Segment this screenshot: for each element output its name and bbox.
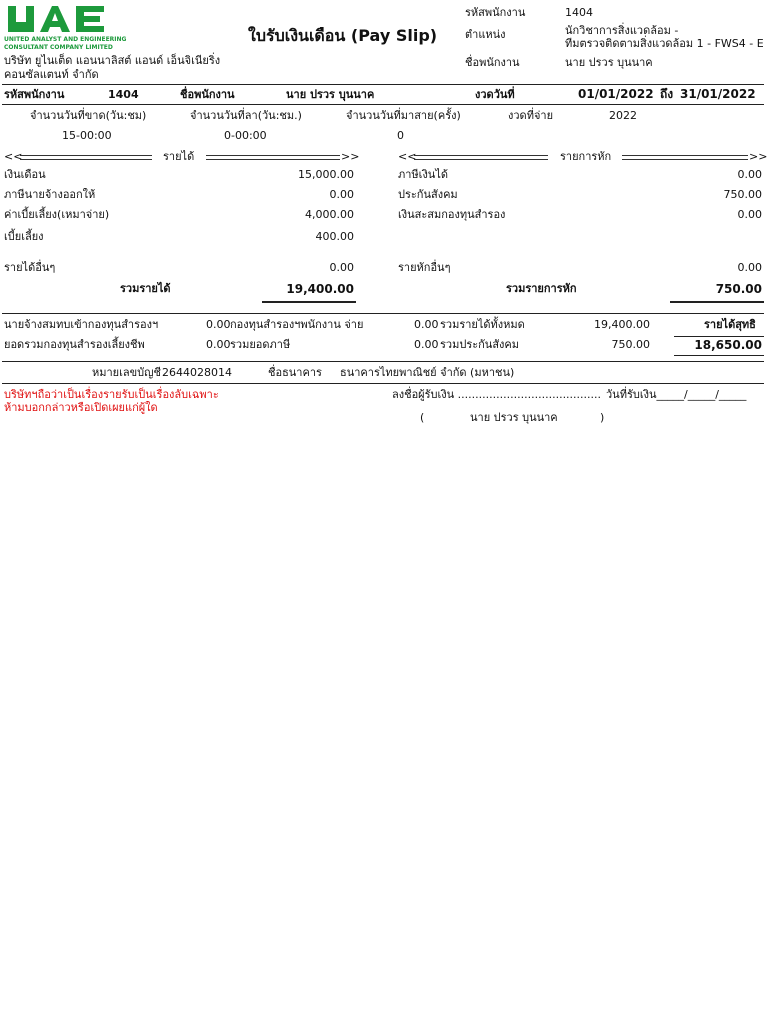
deduction-other-value: 0.00 xyxy=(737,261,762,274)
leave-value: 0-00:00 xyxy=(224,129,267,142)
pay-period-value: 2022 xyxy=(609,109,637,122)
fund-total-value: 0.00 xyxy=(206,338,231,351)
bar-period-to: 31/01/2022 xyxy=(680,87,756,101)
income-other-value: 0.00 xyxy=(329,261,354,274)
income-total-value: 19,400.00 xyxy=(286,282,354,296)
late-label: จำนวนวันที่มาสาย(ครั้ง) xyxy=(346,109,461,122)
info-position-label: ตำแหน่ง xyxy=(465,28,506,41)
bar-id-value: 1404 xyxy=(108,88,139,101)
income-arrow-left: << xyxy=(4,150,23,163)
bank-value: ธนาคารไทยพาณิชย์ จำกัด (มหาชน) xyxy=(340,366,515,379)
income-item-value: 4,000.00 xyxy=(305,208,354,221)
bank-label: ชื่อธนาคาร xyxy=(268,366,322,379)
deduction-total-rule xyxy=(670,301,764,303)
deduction-item-value: 0.00 xyxy=(737,208,762,221)
bar-name-value: นาย ปรวร บุนนาค xyxy=(286,88,375,101)
income-item-label: เงินเดือน xyxy=(4,168,46,181)
bar-period-to-label: ถึง xyxy=(660,87,674,101)
ss-total-label: รวมประกันสังคม xyxy=(440,338,520,351)
total-income-value: 19,400.00 xyxy=(594,318,650,331)
income-total-label: รวมรายได้ xyxy=(120,282,171,295)
info-id-value: 1404 xyxy=(565,6,593,19)
info-position-value-2: ทีมตรวจติดตามสิ่งแวดล้อม 1 - FWS4 - E xyxy=(565,37,764,50)
pay-period-label: งวดที่จ่าย xyxy=(508,109,554,122)
divider xyxy=(2,313,764,314)
divider xyxy=(2,383,764,384)
income-item-label: เบี้ยเลี้ยง xyxy=(4,230,44,243)
income-item-value: 400.00 xyxy=(315,230,354,243)
deduction-item-value: 750.00 xyxy=(723,188,762,201)
net-income-label: รายได้สุทธิ xyxy=(704,318,756,331)
logo-subtitle: UNITED ANALYST AND ENGINEERING CONSULTANT COMPANY LIMITED xyxy=(4,36,127,51)
income-item-label: ภาษีนายจ้างออกให้ xyxy=(4,188,96,201)
deduction-item-label: เงินสะสมกองทุนสำรอง xyxy=(398,208,506,221)
signature-line: ลงชื่อผู้รับเงิน ......................................... xyxy=(392,388,602,401)
income-item-value: 15,000.00 xyxy=(298,168,354,181)
absent-label: จำนวนวันที่ขาด(วัน:ชม) xyxy=(30,109,147,122)
divider xyxy=(2,361,764,362)
income-rule-right xyxy=(206,155,340,160)
absent-value: 15-00:00 xyxy=(62,129,112,142)
deduction-section-label: รายการหัก xyxy=(560,150,612,163)
confidential-notice-1: บริษัทฯถือว่าเป็นเรื่องรายรับเป็นเรื่องลับเฉพาะ xyxy=(4,388,219,401)
signature-close-paren: ) xyxy=(600,411,605,424)
info-name-value: นาย ปรวร บุนนาค xyxy=(565,56,653,69)
deduction-total-value: 750.00 xyxy=(715,282,762,296)
employer-fund-value: 0.00 xyxy=(206,318,231,331)
deduction-item-label: ประกันสังคม xyxy=(398,188,458,201)
total-income-label: รวมรายได้ทั้งหมด xyxy=(440,318,525,331)
signature-name: นาย ปรวร บุนนาค xyxy=(470,411,558,424)
income-arrow-right: >> xyxy=(341,150,360,163)
income-section-label: รายได้ xyxy=(163,150,195,163)
tax-total-label: รวมยอดภาษี xyxy=(230,338,291,351)
confidential-notice-2: ห้ามบอกกล่าวหรือเปิดเผยแก่ผู้ใด xyxy=(4,401,158,414)
net-rule-bottom xyxy=(674,355,764,356)
deduction-total-label: รวมรายการหัก xyxy=(506,282,577,295)
receipt-date-line: วันที่รับเงิน_____/_____/_____ xyxy=(606,388,747,401)
ss-total-value: 750.00 xyxy=(611,338,650,351)
bar-name-label: ชื่อพนักงาน xyxy=(180,88,235,101)
net-rule-top xyxy=(674,336,764,337)
employee-fund-label: กองทุนสำรองฯพนักงาน จ่าย xyxy=(230,318,364,331)
deduction-other-label: รายหักอื่นๆ xyxy=(398,261,451,274)
company-name-th-2: คอนซัลแตนท์ จำกัด xyxy=(4,68,99,81)
info-name-label: ชื่อพนักงาน xyxy=(465,56,520,69)
income-total-rule xyxy=(262,301,356,303)
tax-total-value: 0.00 xyxy=(414,338,439,351)
net-income-value: 18,650.00 xyxy=(694,338,762,352)
deduction-arrow-right: >> xyxy=(749,150,768,163)
deduction-arrow-left: << xyxy=(398,150,417,163)
bar-period-label: งวดวันที่ xyxy=(475,88,515,101)
income-other-label: รายได้อื่นๆ xyxy=(4,261,56,274)
leave-label: จำนวนวันที่ลา(วัน:ชม.) xyxy=(190,109,302,122)
company-name-th-1: บริษัท ยูไนเต็ด แอนนาลิสต์ แอนด์ เอ็นจิเนียริ่ง xyxy=(4,54,221,67)
page-title: ใบรับเงินเดือน (Pay Slip) xyxy=(248,26,438,45)
info-position-value-1: นักวิชาการสิ่งแวดล้อม - xyxy=(565,24,679,37)
info-id-label: รหัสพนักงาน xyxy=(465,6,526,19)
income-item-value: 0.00 xyxy=(329,188,354,201)
deduction-item-label: ภาษีเงินได้ xyxy=(398,168,449,181)
fund-total-label: ยอดรวมกองทุนสำรองเลี้ยงชีพ xyxy=(4,338,145,351)
deduction-rule-right xyxy=(622,155,748,160)
bar-period-from: 01/01/2022 xyxy=(578,87,654,101)
bar-id-label: รหัสพนักงาน xyxy=(4,88,65,101)
divider xyxy=(2,84,764,85)
deduction-item-value: 0.00 xyxy=(737,168,762,181)
deduction-rule-left xyxy=(414,155,548,160)
employer-fund-label: นายจ้างสมทบเข้ากองทุนสำรองฯ xyxy=(4,318,159,331)
late-value: 0 xyxy=(397,129,404,142)
account-label: หมายเลขบัญชี xyxy=(92,366,161,379)
income-item-label: ค่าเบี้ยเลี้ยง(เหมาจ่าย) xyxy=(4,208,110,221)
uae-logo-icon xyxy=(6,4,126,34)
account-value: 2644028014 xyxy=(162,366,232,379)
employee-fund-value: 0.00 xyxy=(414,318,439,331)
income-rule-left xyxy=(20,155,152,160)
divider xyxy=(2,104,764,105)
signature-open-paren: ( xyxy=(420,411,425,424)
